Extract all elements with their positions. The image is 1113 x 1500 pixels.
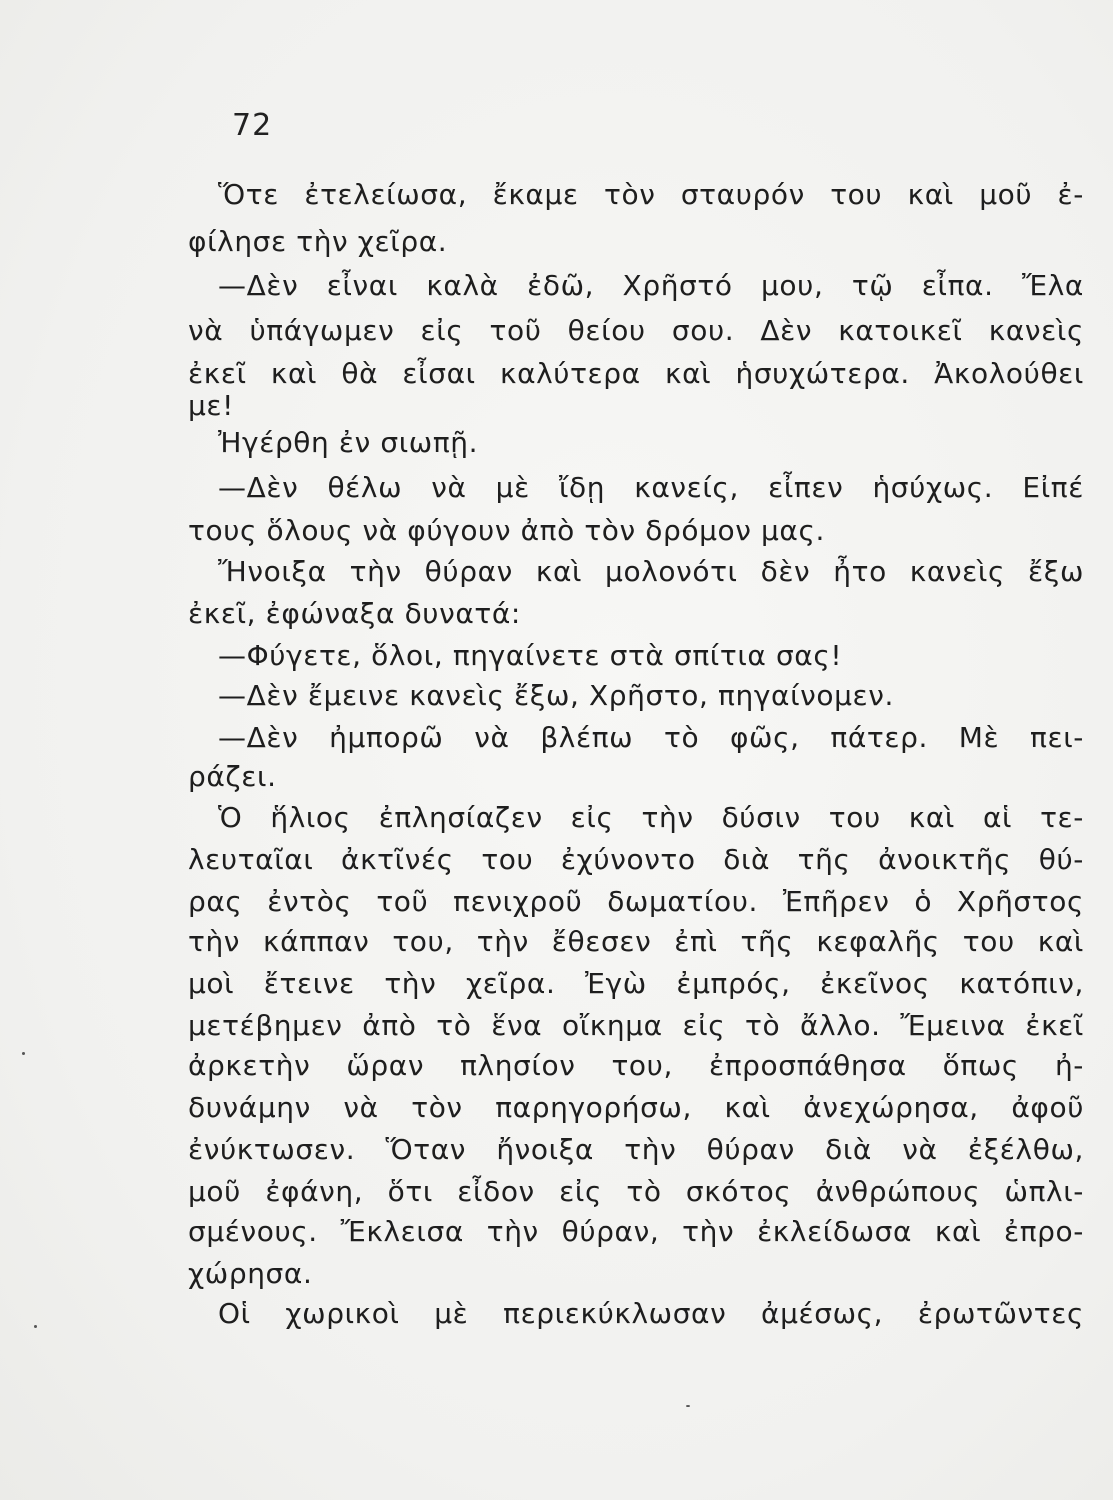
- text-line: με!: [188, 389, 234, 422]
- text-line: φίλησε τὴν χεῖρα.: [188, 225, 448, 258]
- text-line: ἐκεῖ, ἐφώναξα δυνατά:: [188, 597, 521, 630]
- text-line: μετέβημεν ἀπὸ τὸ ἕνα οἴκημα εἰς τὸ ἄλλο. Ἔμεινα ἐκεῖ: [188, 1009, 1084, 1042]
- text-line: μοῦ ἐφάνη, ὅτι εἶδον εἰς τὸ σκότος ἀνθρώπους ὡπλι-: [188, 1175, 1084, 1208]
- text-line: ρας ἐντὸς τοῦ πενιχροῦ δωματίου. Ἐπῆρεν ὁ Χρῆστος: [188, 885, 1084, 918]
- text-line: Οἱ χωρικοὶ μὲ περιεκύκλωσαν ἀμέσως, ἐρωτῶντες: [218, 1297, 1084, 1330]
- text-line: —Δὲν θέλω νὰ μὲ ἴδῃ κανείς, εἶπεν ἡσύχως. Εἰπέ: [218, 471, 1084, 504]
- text-line: Ἤνοιξα τὴν θύραν καὶ μολονότι δὲν ἦτο κανεὶς ἔξω: [218, 555, 1084, 588]
- text-line: —Φύγετε, ὅλοι, πηγαίνετε στὰ σπίτια σας!: [218, 639, 843, 672]
- text-line: σμένους. Ἔκλεισα τὴν θύραν, τὴν ἐκλείδωσα καὶ ἐπρο-: [188, 1215, 1084, 1248]
- text-line: —Δὲν ἠμπορῶ νὰ βλέπω τὸ φῶς, πάτερ. Μὲ πει-: [218, 721, 1084, 754]
- text-line: χώρησα.: [188, 1257, 313, 1290]
- scan-speck: [34, 1325, 37, 1328]
- text-line: Ὁ ἥλιος ἐπλησίαζεν εἰς τὴν δύσιν του καὶ αἱ τε-: [218, 801, 1084, 834]
- text-line: —Δὲν εἶναι καλὰ ἐδῶ, Χρῆστό μου, τῷ εἶπα. Ἔλα: [218, 269, 1084, 302]
- text-line: νὰ ὑπάγωμεν εἰς τοῦ θείου σου. Δὲν κατοικεῖ κανεὶς: [188, 314, 1084, 347]
- text-line: ἐκεῖ καὶ θὰ εἶσαι καλύτερα καὶ ἡσυχώτερα. Ἀκολούθει: [188, 357, 1084, 390]
- text-line: ράζει.: [188, 760, 277, 793]
- text-line: —Δὲν ἔμεινε κανεὶς ἔξω, Χρῆστο, πηγαίνομεν.: [218, 679, 895, 712]
- text-line: μοὶ ἔτεινε τὴν χεῖρα. Ἐγὼ ἐμπρός, ἐκεῖνος κατόπιν,: [188, 967, 1084, 1000]
- scan-speck: [686, 1405, 690, 1407]
- scan-speck: [22, 1052, 25, 1055]
- text-line: Ἠγέρθη ἐν σιωπῇ.: [218, 426, 479, 459]
- text-line: Ὅτε ἐτελείωσα, ἔκαμε τὸν σταυρόν του καὶ μοῦ ἐ-: [218, 178, 1084, 211]
- text-line: τὴν κάππαν του, τὴν ἔθεσεν ἐπὶ τῆς κεφαλῆς του καὶ: [188, 925, 1084, 958]
- text-line: δυνάμην νὰ τὸν παρηγορήσω, καὶ ἀνεχώρησα, ἀφοῦ: [188, 1091, 1084, 1124]
- text-line: λευταῖαι ἀκτῖνές του ἐχύνοντο διὰ τῆς ἀνοικτῆς θύ-: [188, 843, 1084, 876]
- page-number: 72: [232, 108, 273, 143]
- text-line: τους ὅλους νὰ φύγουν ἀπὸ τὸν δρόμον μας.: [188, 514, 826, 547]
- text-line: ἐνύκτωσεν. Ὅταν ἤνοιξα τὴν θύραν διὰ νὰ ἐξέλθω,: [188, 1133, 1084, 1166]
- text-line: ἀρκετὴν ὥραν πλησίον του, ἐπροσπάθησα ὅπως ἠ-: [188, 1049, 1084, 1082]
